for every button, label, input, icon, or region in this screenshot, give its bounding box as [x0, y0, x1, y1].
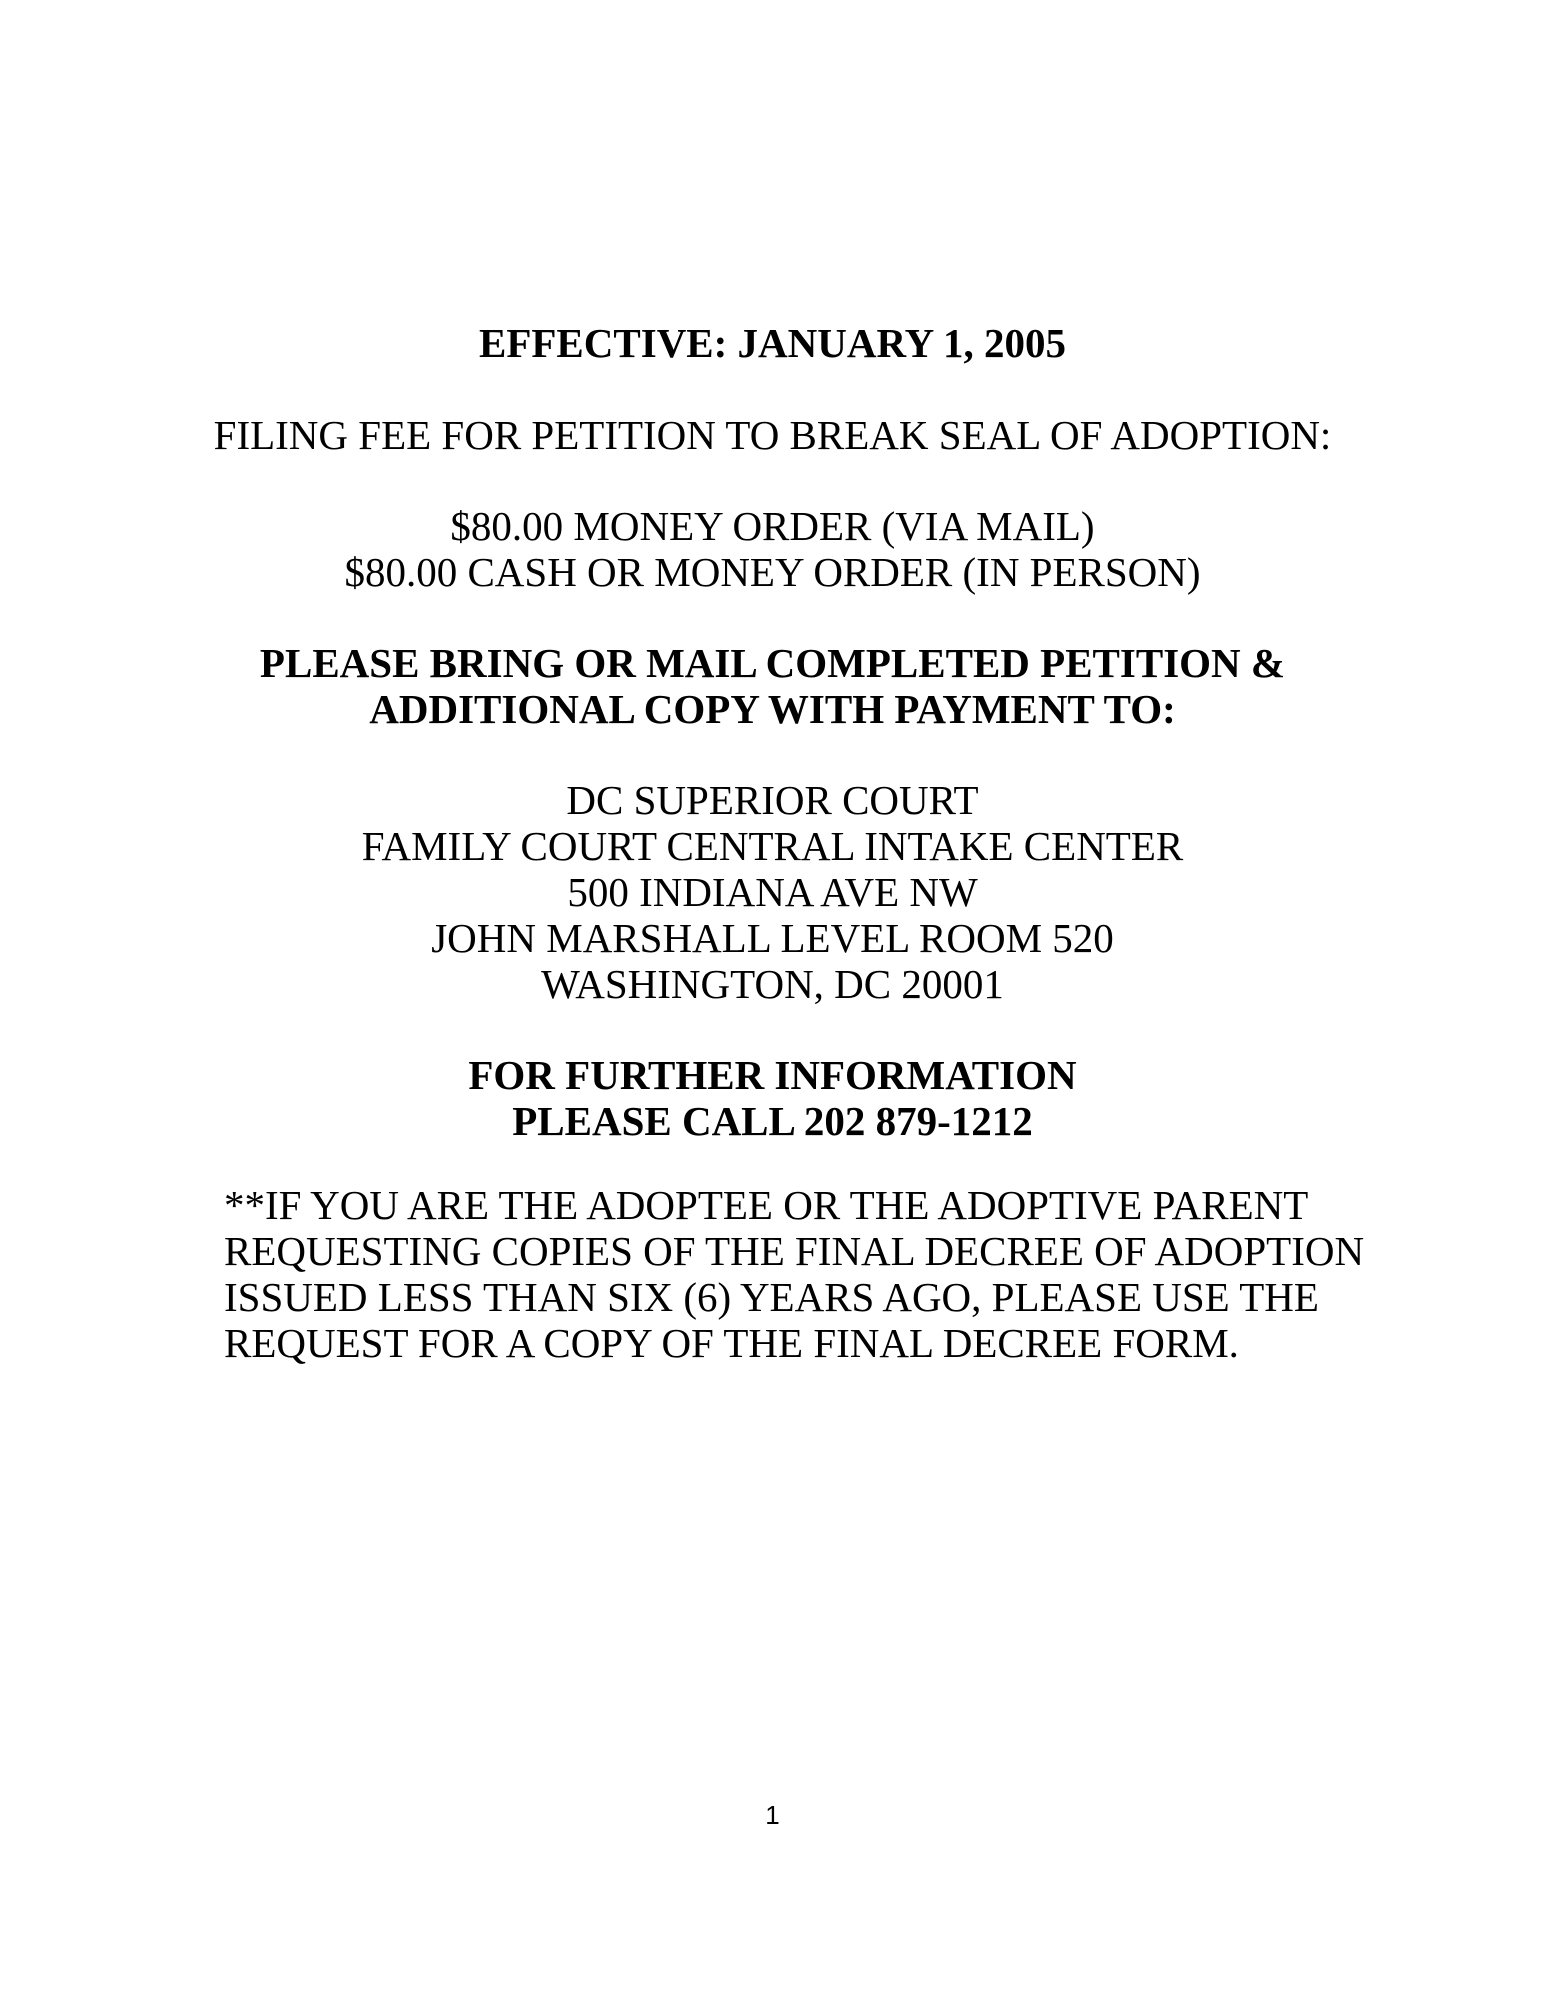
- instruction-line-2: ADDITIONAL COPY WITH PAYMENT TO:: [369, 686, 1176, 732]
- address-line-center: FAMILY COURT CENTRAL INTAKE CENTER: [361, 823, 1184, 869]
- page-number: 1: [765, 1800, 780, 1830]
- note-line-1: **IF YOU ARE THE ADOPTEE OR THE ADOPTIVE PARENT: [224, 1182, 1309, 1228]
- address-line-city: WASHINGTON, DC 20001: [541, 961, 1004, 1007]
- note-line-4: REQUEST FOR A COPY OF THE FINAL DECREE FORM.: [224, 1320, 1239, 1366]
- info-line-1: FOR FURTHER INFORMATION: [468, 1052, 1077, 1098]
- address-line-street: 500 INDIANA AVE NW: [567, 869, 978, 915]
- effective-date-heading: EFFECTIVE: JANUARY 1, 2005: [479, 320, 1066, 366]
- info-phone-line: PLEASE CALL 202 879-1212: [512, 1098, 1033, 1144]
- filing-fee-heading: FILING FEE FOR PETITION TO BREAK SEAL OF ADOPTION:: [213, 412, 1332, 458]
- note-line-3: ISSUED LESS THAN SIX (6) YEARS AGO, PLEASE USE THE: [224, 1274, 1319, 1320]
- payment-mail-line: $80.00 MONEY ORDER (VIA MAIL): [450, 503, 1095, 549]
- address-line-court: DC SUPERIOR COURT: [566, 777, 979, 823]
- payment-in-person-line: $80.00 CASH OR MONEY ORDER (IN PERSON): [344, 549, 1201, 595]
- address-line-room: JOHN MARSHALL LEVEL ROOM 520: [431, 915, 1114, 961]
- instruction-line-1: PLEASE BRING OR MAIL COMPLETED PETITION &: [259, 640, 1286, 686]
- note-line-2: REQUESTING COPIES OF THE FINAL DECREE OF ADOPTION: [224, 1228, 1365, 1274]
